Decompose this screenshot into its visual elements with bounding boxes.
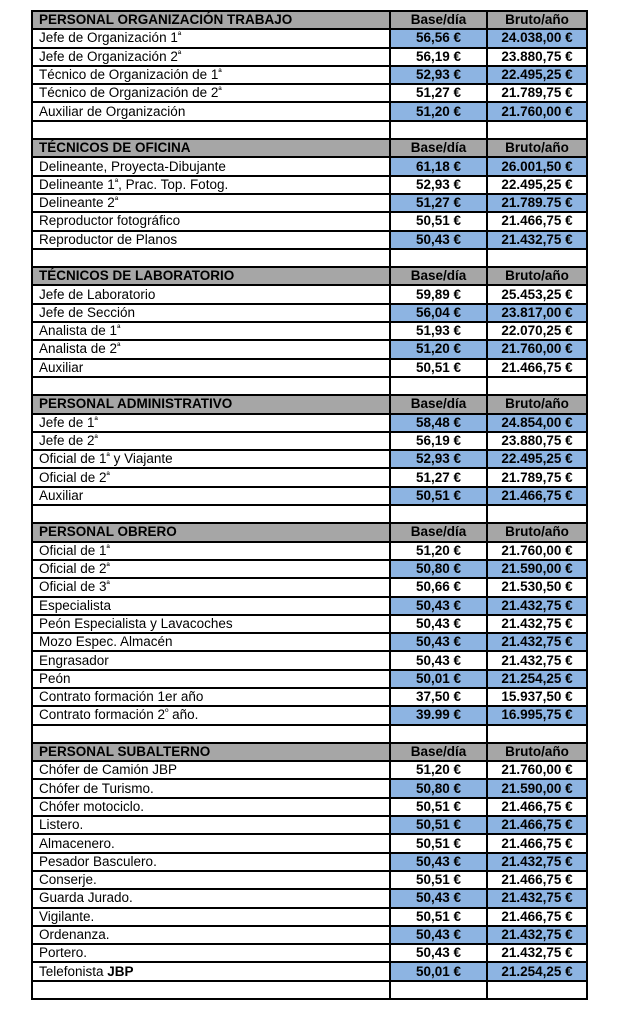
table-row xyxy=(32,176,587,194)
section-header-row xyxy=(32,267,587,285)
table-row xyxy=(32,597,587,615)
category-name: Peón Especialista y Lavacoches xyxy=(32,615,390,633)
category-name: Analista de $1^ª$ xyxy=(32,322,390,340)
gross-per-year: 21.466,75 € xyxy=(487,487,587,505)
base-per-day: 50,51 € xyxy=(390,908,487,926)
column-header-bruto: Bruto/año xyxy=(487,743,587,761)
category-name: Delineante, Proyecta-Dibujante xyxy=(32,157,390,175)
category-name-text: Telefonista xyxy=(39,963,108,979)
table-row xyxy=(32,962,587,980)
base-per-day: 50,43 € xyxy=(390,633,487,651)
category-name: Chófer de Turismo. xyxy=(32,779,390,797)
base-per-day: 50,80 € xyxy=(390,779,487,797)
gross-per-year: 21.466,75 € xyxy=(487,816,587,834)
section-header-row xyxy=(32,11,587,29)
gross-per-year: 21.466,75 € xyxy=(487,908,587,926)
ordinal-indicator: ª xyxy=(218,67,222,78)
column-header-base: Base/día xyxy=(390,139,487,157)
base-per-day: 50,43 € xyxy=(390,853,487,871)
gross-per-year: 21.466,75 € xyxy=(487,871,587,889)
column-header-base: Base/día xyxy=(390,743,487,761)
ordinal-indicator: ª xyxy=(106,561,110,572)
table-row xyxy=(32,908,587,926)
table-row xyxy=(32,84,587,102)
base-per-day: 50,43 € xyxy=(390,944,487,962)
category-name: Almacenero. xyxy=(32,834,390,852)
category-name: Mozo Espec. Almacén xyxy=(32,633,390,651)
category-name: Oficial de $2^ª$ xyxy=(32,560,390,578)
category-name: Jefe de $2^ª$ xyxy=(32,432,390,450)
category-name: Jefe de $1^ª$ xyxy=(32,414,390,432)
gross-per-year: 22.495,25 € xyxy=(487,66,587,84)
empty-cell xyxy=(487,981,587,999)
base-per-day: 50,51 € xyxy=(390,871,487,889)
category-name: Técnico de Organización de $2^ª$ xyxy=(32,84,390,102)
gross-per-year: 22.495,25 € xyxy=(487,450,587,468)
section-title: TÉCNICOS DE OFICINA xyxy=(32,139,390,157)
gross-per-year: 21.760,00 € xyxy=(487,102,587,120)
category-name: Oficial de $1^ª$ xyxy=(32,542,390,560)
spacer-row xyxy=(32,725,587,743)
table-row xyxy=(32,578,587,596)
section-title: TÉCNICOS DE LABORATORIO xyxy=(32,267,390,285)
gross-per-year: 21.432,75 € xyxy=(487,889,587,907)
gross-per-year: 26.001,50 € xyxy=(487,157,587,175)
category-name: Chófer de Camión JBP xyxy=(32,761,390,779)
base-per-day: 51,93 € xyxy=(390,322,487,340)
ordinal-indicator: ª xyxy=(117,341,121,352)
gross-per-year: 21.254,25 € xyxy=(487,962,587,980)
section-header-row xyxy=(32,523,587,541)
ordinal-indicator: ª xyxy=(177,30,182,41)
section-title: PERSONAL ORGANIZACIÓN TRABAJO xyxy=(32,11,390,29)
section-title: PERSONAL OBRERO xyxy=(32,523,390,541)
base-per-day: 51,27 € xyxy=(390,194,487,212)
table-row xyxy=(32,761,587,779)
table-row xyxy=(32,194,587,212)
gross-per-year: 15.937,50 € xyxy=(487,688,587,706)
gross-per-year: 21.789,75 € xyxy=(487,84,587,102)
gross-per-year: 21.432,75 € xyxy=(487,853,587,871)
empty-cell xyxy=(487,249,587,267)
column-header-base: Base/día xyxy=(390,11,487,29)
category-name: Jefe de Organización $1^ª$ xyxy=(32,29,390,47)
base-per-day: 51,20 € xyxy=(390,761,487,779)
table-row xyxy=(32,779,587,797)
section-title: PERSONAL ADMINISTRATIVO xyxy=(32,395,390,413)
base-per-day: 51,20 € xyxy=(390,542,487,560)
table-row xyxy=(32,560,587,578)
gross-per-year: 16.995,75 € xyxy=(487,706,587,724)
base-per-day: 50,51 € xyxy=(390,798,487,816)
ordinal-indicator: ª xyxy=(114,176,119,187)
gross-per-year: 25.453,25 € xyxy=(487,285,587,303)
spacer-row xyxy=(32,377,587,395)
table-row xyxy=(32,633,587,651)
gross-per-year: 21.466,75 € xyxy=(487,798,587,816)
ordinal-indicator: ª xyxy=(117,323,121,334)
table-row xyxy=(32,304,587,322)
empty-cell xyxy=(32,725,390,743)
base-per-day: 50,66 € xyxy=(390,578,487,596)
gross-per-year: 21.590,00 € xyxy=(487,779,587,797)
category-name: Reproductor de Planos xyxy=(32,231,390,249)
gross-per-year: 21.789,75 € xyxy=(487,468,587,486)
section-header-row xyxy=(32,743,587,761)
table-row xyxy=(32,926,587,944)
base-per-day: 50,51 € xyxy=(390,487,487,505)
table-row xyxy=(32,816,587,834)
category-name: Jefe de Sección xyxy=(32,304,390,322)
category-name: Delineante $2^ª$ xyxy=(32,194,390,212)
table-row xyxy=(32,871,587,889)
category-name: Especialista xyxy=(32,597,390,615)
category-name xyxy=(32,962,390,980)
base-per-day: 52,93 € xyxy=(390,450,487,468)
empty-cell xyxy=(390,249,487,267)
gross-per-year: 21.760,00 € xyxy=(487,340,587,358)
gross-per-year: 22.070,25 € xyxy=(487,322,587,340)
category-name: Pesador Basculero. xyxy=(32,853,390,871)
base-per-day: 59,89 € xyxy=(390,285,487,303)
table-row xyxy=(32,853,587,871)
base-per-day: 50,43 € xyxy=(390,651,487,669)
base-per-day: 51,27 € xyxy=(390,84,487,102)
salary-table-body xyxy=(32,11,587,999)
table-row xyxy=(32,66,587,84)
table-row xyxy=(32,322,587,340)
gross-per-year: 24.038,00 € xyxy=(487,29,587,47)
base-per-day: 50,51 € xyxy=(390,816,487,834)
base-per-day: 50,01 € xyxy=(390,670,487,688)
category-name: Chófer motociclo. xyxy=(32,798,390,816)
gross-per-year: 24.854,00 € xyxy=(487,414,587,432)
base-per-day: 56,56 € xyxy=(390,29,487,47)
category-name: Vigilante. xyxy=(32,908,390,926)
empty-cell xyxy=(487,377,587,395)
category-name-bold: JBP xyxy=(107,963,134,979)
gross-per-year: 21.432,75 € xyxy=(487,651,587,669)
gross-per-year: 23.817,00 € xyxy=(487,304,587,322)
base-per-day: 39.99 € xyxy=(390,706,487,724)
empty-cell xyxy=(390,121,487,139)
table-row xyxy=(32,102,587,120)
base-per-day: 56,19 € xyxy=(390,48,487,66)
empty-cell xyxy=(390,505,487,523)
empty-cell xyxy=(32,377,390,395)
gross-per-year: 21.432,75 € xyxy=(487,231,587,249)
gross-per-year: 22.495,25 € xyxy=(487,176,587,194)
base-per-day: 50,51 € xyxy=(390,359,487,377)
table-row xyxy=(32,487,587,505)
gross-per-year: 21.432,75 € xyxy=(487,597,587,615)
category-name: Jefe de Laboratorio xyxy=(32,285,390,303)
category-name: Analista de $2^ª$ xyxy=(32,340,390,358)
table-row xyxy=(32,231,587,249)
gross-per-year: 21.590,00 € xyxy=(487,560,587,578)
category-name: Contrato formación 1er año xyxy=(32,688,390,706)
table-row xyxy=(32,359,587,377)
empty-cell xyxy=(32,981,390,999)
table-row xyxy=(32,542,587,560)
column-header-base: Base/día xyxy=(390,395,487,413)
table-row xyxy=(32,157,587,175)
column-header-bruto: Bruto/año xyxy=(487,523,587,541)
table-row xyxy=(32,670,587,688)
table-row xyxy=(32,414,587,432)
category-name: Auxiliar xyxy=(32,487,390,505)
base-per-day: 50,43 € xyxy=(390,597,487,615)
table-row xyxy=(32,798,587,816)
category-name: Portero. xyxy=(32,944,390,962)
base-per-day: 51,20 € xyxy=(390,102,487,120)
base-per-day: 50,43 € xyxy=(390,231,487,249)
gross-per-year: 23.880,75 € xyxy=(487,432,587,450)
column-header-bruto: Bruto/año xyxy=(487,395,587,413)
gross-per-year: 21.789.75 € xyxy=(487,194,587,212)
category-name: Jefe de Organización $2^ª$ xyxy=(32,48,390,66)
gross-per-year: 21.466,75 € xyxy=(487,359,587,377)
empty-cell xyxy=(32,505,390,523)
category-name: Conserje. xyxy=(32,871,390,889)
category-name: Contrato formación $2^º$ año. xyxy=(32,706,390,724)
ordinal-indicator: ª xyxy=(106,469,110,480)
spacer-row xyxy=(32,249,587,267)
column-header-base: Base/día xyxy=(390,523,487,541)
base-per-day: 56,04 € xyxy=(390,304,487,322)
table-row xyxy=(32,48,587,66)
base-per-day: 50,51 € xyxy=(390,212,487,230)
gross-per-year: 23.880,75 € xyxy=(487,48,587,66)
ordinal-indicator: ª xyxy=(94,432,98,443)
category-name: Auxiliar xyxy=(32,359,390,377)
category-name: Engrasador xyxy=(32,651,390,669)
gross-per-year: 21.466,75 € xyxy=(487,834,587,852)
base-per-day: 37,50 € xyxy=(390,688,487,706)
gross-per-year: 21.254,25 € xyxy=(487,670,587,688)
ordinal-indicator: ª xyxy=(177,48,182,59)
table-row xyxy=(32,834,587,852)
table-row xyxy=(32,688,587,706)
column-header-bruto: Bruto/año xyxy=(487,139,587,157)
spacer-row xyxy=(32,505,587,523)
gross-per-year: 21.432,75 € xyxy=(487,633,587,651)
column-header-base: Base/día xyxy=(390,267,487,285)
gross-per-year: 21.760,00 € xyxy=(487,761,587,779)
gross-per-year: 21.466,75 € xyxy=(487,212,587,230)
ordinal-indicator: ª xyxy=(106,579,110,590)
category-name: Ordenanza. xyxy=(32,926,390,944)
table-row xyxy=(32,706,587,724)
base-per-day: 52,93 € xyxy=(390,176,487,194)
table-row xyxy=(32,432,587,450)
section-header-row xyxy=(32,395,587,413)
empty-cell xyxy=(487,121,587,139)
table-row xyxy=(32,944,587,962)
category-name: Listero. xyxy=(32,816,390,834)
table-row xyxy=(32,29,587,47)
ordinal-indicator: ª xyxy=(114,195,119,206)
section-title: PERSONAL SUBALTERNO xyxy=(32,743,390,761)
empty-cell xyxy=(32,121,390,139)
base-per-day: 50,43 € xyxy=(390,889,487,907)
empty-cell xyxy=(390,725,487,743)
empty-cell xyxy=(390,981,487,999)
base-per-day: 50,51 € xyxy=(390,834,487,852)
table-row xyxy=(32,450,587,468)
table-row xyxy=(32,889,587,907)
ordinal-indicator: ª xyxy=(218,85,222,96)
base-per-day: 56,19 € xyxy=(390,432,487,450)
base-per-day: 50,80 € xyxy=(390,560,487,578)
base-per-day: 61,18 € xyxy=(390,157,487,175)
column-header-bruto: Bruto/año xyxy=(487,267,587,285)
gross-per-year: 21.432,75 € xyxy=(487,615,587,633)
base-per-day: 51,27 € xyxy=(390,468,487,486)
category-name: Auxiliar de Organización xyxy=(32,102,390,120)
gross-per-year: 21.760,00 € xyxy=(487,542,587,560)
ordinal-indicator: º xyxy=(165,707,169,718)
category-name: Reproductor fotográfico xyxy=(32,212,390,230)
gross-per-year: 21.530,50 € xyxy=(487,578,587,596)
base-per-day: 50,43 € xyxy=(390,926,487,944)
table-row xyxy=(32,615,587,633)
empty-cell xyxy=(487,505,587,523)
empty-cell xyxy=(487,725,587,743)
column-header-bruto: Bruto/año xyxy=(487,11,587,29)
category-name: Técnico de Organización de $1^ª$ xyxy=(32,66,390,84)
base-per-day: 51,20 € xyxy=(390,340,487,358)
ordinal-indicator: ª xyxy=(106,542,110,553)
ordinal-indicator: ª xyxy=(106,451,110,462)
table-row xyxy=(32,468,587,486)
table-row xyxy=(32,212,587,230)
base-per-day: 50,01 € xyxy=(390,962,487,980)
category-name: Oficial de $3^ª$ xyxy=(32,578,390,596)
table-row xyxy=(32,285,587,303)
empty-cell xyxy=(32,249,390,267)
base-per-day: 52,93 € xyxy=(390,66,487,84)
category-name: Peón xyxy=(32,670,390,688)
gross-per-year: 21.432,75 € xyxy=(487,926,587,944)
table-row xyxy=(32,651,587,669)
section-header-row xyxy=(32,139,587,157)
gross-per-year: 21.432,75 € xyxy=(487,944,587,962)
empty-cell xyxy=(390,377,487,395)
spacer-row xyxy=(32,981,587,999)
base-per-day: 50,43 € xyxy=(390,615,487,633)
spacer-row xyxy=(32,121,587,139)
salary-table xyxy=(31,10,588,1000)
category-name: Guarda Jurado. xyxy=(32,889,390,907)
category-name: Oficial de $1^ª$ y Viajante xyxy=(32,450,390,468)
category-name: Delineante $1^ª$, Prac. Top. Fotog. xyxy=(32,176,390,194)
category-name: Oficial de $2^ª$ xyxy=(32,468,390,486)
table-row xyxy=(32,340,587,358)
ordinal-indicator: ª xyxy=(94,414,98,425)
base-per-day: 58,48 € xyxy=(390,414,487,432)
